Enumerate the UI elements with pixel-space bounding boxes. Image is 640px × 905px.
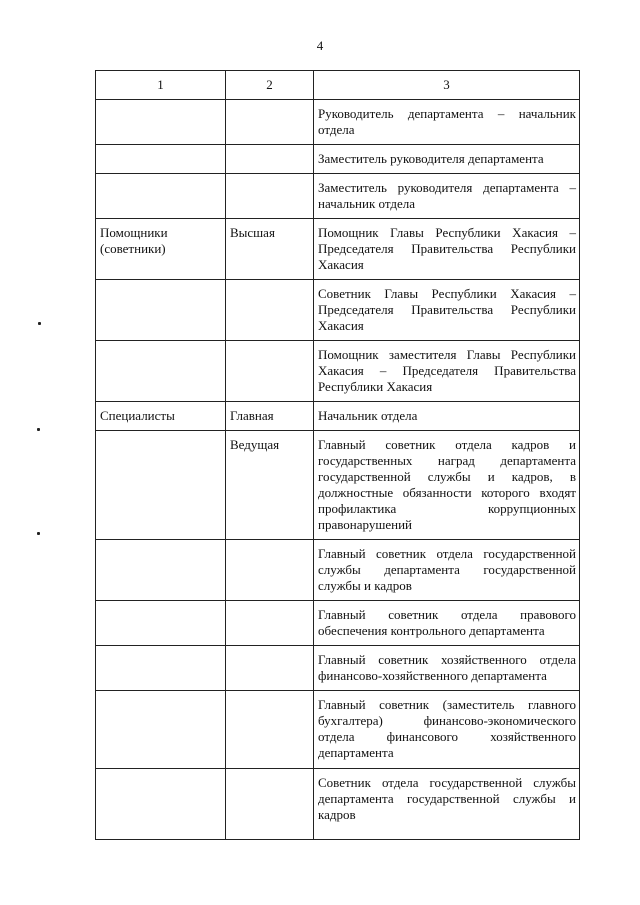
table-row xyxy=(96,100,580,145)
table-row xyxy=(96,219,580,280)
group-cell xyxy=(96,769,226,840)
position-cell: Советник отдела государственной службы департамента государственной службы и кадров xyxy=(314,769,580,840)
table-row xyxy=(96,769,580,840)
category-cell: Главная xyxy=(226,402,314,431)
table-row xyxy=(96,402,580,431)
position-cell: Советник Главы Республики Хакасия – Председателя Правительства Республики Хакасия xyxy=(314,280,580,341)
category-cell xyxy=(226,174,314,219)
category-cell xyxy=(226,145,314,174)
positions-table xyxy=(95,70,580,840)
table-row xyxy=(96,145,580,174)
group-cell xyxy=(96,145,226,174)
table-row xyxy=(96,280,580,341)
group-cell xyxy=(96,431,226,540)
group-cell xyxy=(96,691,226,769)
table-row xyxy=(96,691,580,769)
position-cell: Руководитель департамента – начальник отдела xyxy=(314,100,580,145)
position-cell: Начальник отдела xyxy=(314,402,580,431)
group-cell: Помощники (советники) xyxy=(96,219,226,280)
position-cell: Главный советник хозяйственного отдела финансово-хозяйственного департамента xyxy=(314,646,580,691)
table-header-row xyxy=(96,71,580,100)
position-cell: Помощник Главы Республики Хакасия – Председателя Правительства Республики Хакасия xyxy=(314,219,580,280)
category-cell xyxy=(226,691,314,769)
group-cell xyxy=(96,341,226,402)
category-cell xyxy=(226,280,314,341)
margin-mark xyxy=(37,532,40,535)
position-cell: Заместитель руководителя департамента – начальник отдела xyxy=(314,174,580,219)
table-row xyxy=(96,601,580,646)
group-cell xyxy=(96,646,226,691)
category-cell xyxy=(226,601,314,646)
position-cell: Главный советник отдела правового обеспечения контрольного департамента xyxy=(314,601,580,646)
page-number: 4 xyxy=(316,38,324,53)
group-cell: Специалисты xyxy=(96,402,226,431)
position-cell: Главный советник отдела кадров и государственных наград департамента государственной службы и кадров, в должностные обязанности которого входят профилактика коррупционных правонарушений xyxy=(314,431,580,540)
margin-mark xyxy=(37,428,40,431)
group-cell xyxy=(96,100,226,145)
position-cell: Заместитель руководителя департамента xyxy=(314,145,580,174)
position-cell: Помощник заместителя Главы Республики Хакасия – Председателя Правительства Республики Хакасия xyxy=(314,341,580,402)
table-row xyxy=(96,174,580,219)
category-cell: Ведущая xyxy=(226,431,314,540)
group-cell xyxy=(96,174,226,219)
column-header: 3 xyxy=(314,71,580,100)
table-row xyxy=(96,341,580,402)
position-cell: Главный советник (заместитель главного бухгалтера) финансово-экономического отдела финансового хозяйственного департамента xyxy=(314,691,580,769)
group-cell xyxy=(96,540,226,601)
category-cell xyxy=(226,540,314,601)
table-row xyxy=(96,431,580,540)
column-header: 2 xyxy=(226,71,314,100)
table-row xyxy=(96,646,580,691)
group-cell xyxy=(96,280,226,341)
group-cell xyxy=(96,601,226,646)
category-cell xyxy=(226,646,314,691)
category-cell xyxy=(226,100,314,145)
position-cell: Главный советник отдела государственной службы департамента государственной службы и кадров xyxy=(314,540,580,601)
category-cell: Высшая xyxy=(226,219,314,280)
category-cell xyxy=(226,769,314,840)
column-header: 1 xyxy=(96,71,226,100)
margin-mark xyxy=(38,322,41,325)
category-cell xyxy=(226,341,314,402)
table-row xyxy=(96,540,580,601)
